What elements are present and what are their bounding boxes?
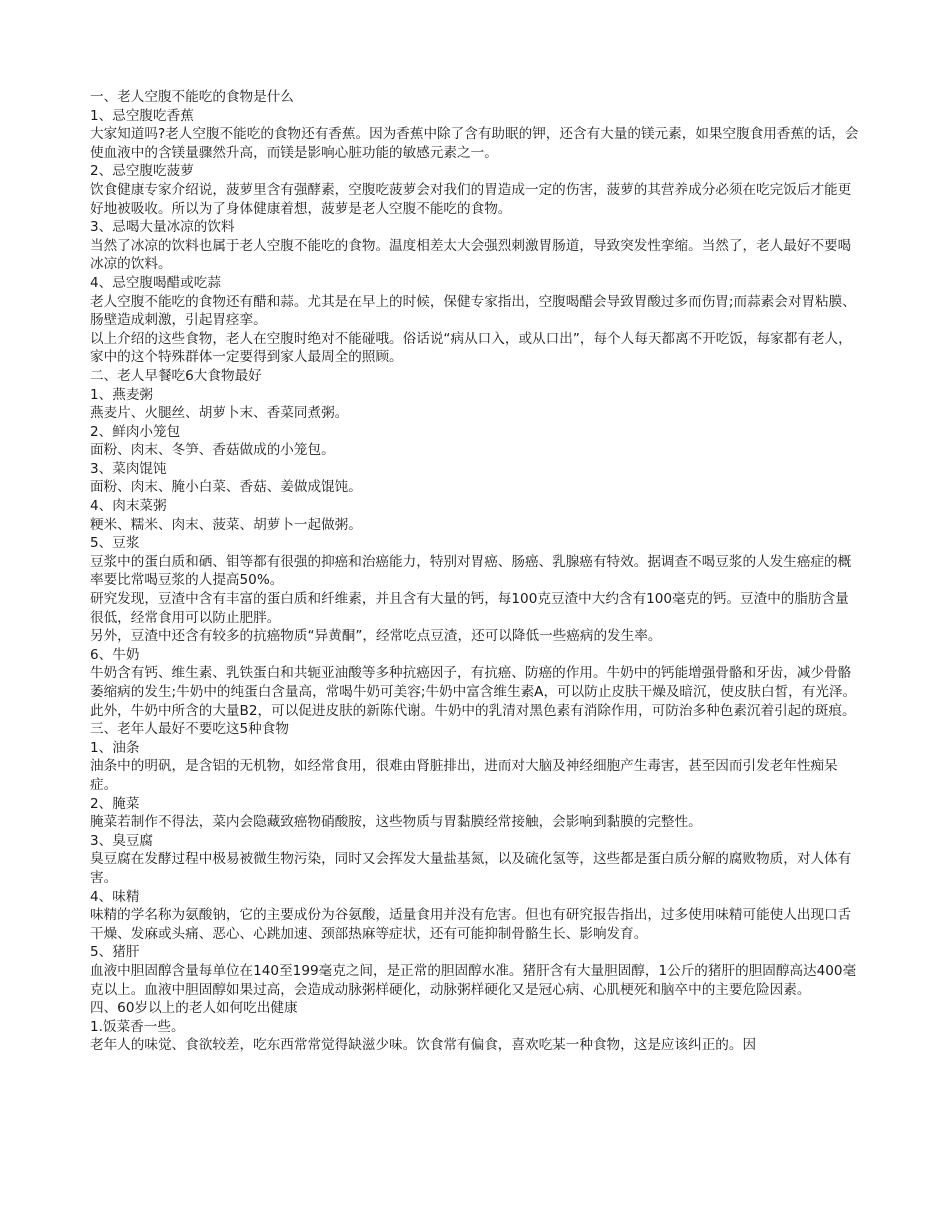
item-heading: 1、燕麦粥 — [90, 386, 154, 403]
item-heading: 3、忌喝大量冰凉的饮料 — [90, 219, 235, 236]
paragraph: 面粉、肉末、腌小白菜、香菇、姜做成馄饨。 — [90, 479, 362, 496]
paragraph: 油条中的明矾，是含铝的无机物，如经常食用，很难由肾脏排出，进而对大脑及神经细胞产生毒害，甚至因而引发老年性痴呆症。 — [90, 758, 838, 793]
paragraph: 另外，豆渣中还含有较多的抗癌物质“异黄酮”，经常吃点豆渣，还可以降低一些癌病的发生率。 — [90, 628, 662, 645]
paragraph: 臭豆腐在发酵过程中极易被微生物污染，同时又会挥发大量盐基氮，以及硫化氢等，这些都是蛋白质分解的腐败物质，对人体有害。 — [90, 851, 852, 886]
paragraph: 燕麦片、火腿丝、胡萝卜末、香菜同煮粥。 — [90, 405, 349, 422]
item-heading: 5、豆浆 — [90, 535, 140, 552]
item-heading: 2、忌空腹吃菠萝 — [90, 163, 194, 180]
paragraph: 豆浆中的蛋白质和硒、钼等都有很强的抑癌和治癌能力，特别对胃癌、肠癌、乳腺癌有特效。据调查不喝豆浆的人发生癌症的概率要比常喝豆浆的人提高50%。 — [90, 553, 852, 589]
paragraph: 腌菜若制作不得法，菜内会隐藏致癌物硝酸胺，这些物质与胃黏膜经常接触，会影响到黏膜的完整性。 — [90, 814, 702, 831]
paragraph: 血液中胆固醇含量每单位在140至199毫克之间，是正常的胆固醇水准。猪肝含有大量胆固醇，1公斤的猪肝的胆固醇高达400毫克以上。血液中胆固醇如果过高，会造成动脉粥样硬化，动脉粥样硬化又是冠心病、心肌梗死和脑卒中的主要危险因素。 — [90, 962, 857, 998]
paragraph: 老人空腹不能吃的食物还有醋和蒜。尤其是在早上的时候，保健专家指出，空腹喝醋会导致胃酸过多而伤胃;而蒜素会对胃粘膜、肠壁造成刺激，引起胃痉挛。 — [90, 293, 856, 329]
paragraph: 以上介绍的这些食物，老人在空腹时绝对不能碰哦。俗话说“病从口入，或从口出”，每个人每天都离不开吃饭，每家都有老人，家中的这个特殊群体一定要得到家人最周全的照顾。 — [90, 330, 852, 366]
paragraph: 大家知道吗?老人空腹不能吃的食物还有香蕉。因为香蕉中除了含有助眠的钾，还含有大量的镁元素，如果空腹食用香蕉的话，会使血液中的含镁量骤然升高，而镁是影响心脏功能的敏感元素之一。 — [90, 126, 859, 161]
section-heading: 一、老人空腹不能吃的食物是什么 — [90, 89, 294, 105]
paragraph: 面粉、肉末、冬笋、香菇做成的小笼包。 — [90, 442, 335, 459]
item-heading: 2、腌菜 — [90, 795, 140, 812]
item-heading: 2、鲜肉小笼包 — [90, 423, 181, 440]
document-body — [90, 88, 860, 1055]
section-heading: 二、老人早餐吃6大食物最好 — [90, 367, 262, 384]
item-heading: 5、猪肝 — [90, 944, 140, 961]
section-heading: 四、60岁以上的老人如何吃出健康 — [90, 1000, 298, 1017]
paragraph: 味精的学名称为氨酸钠，它的主要成份为谷氨酸，适量食用并没有危害。但也有研究报告指出，过多使用味精可能使人出现口舌干燥、发麻或头痛、恶心、心跳加速、颈部热麻等症状，还有可能抑制骨骼生长、影响发育。 — [90, 907, 852, 942]
paragraph: 饮食健康专家介绍说，菠萝里含有强酵素，空腹吃菠萝会对我们的胃造成一定的伤害，菠萝的其营养成分必须在吃完饭后才能更好地被吸收。所以为了身体健康着想，菠萝是老人空腹不能吃的食物。 — [90, 181, 852, 217]
item-heading: 4、味精 — [90, 888, 140, 905]
paragraph: 此外，牛奶中所含的大量B2，可以促进皮肤的新陈代谢。牛奶中的乳清对黑色素有消除作用，可防治多种色素沉着引起的斑痕。 — [90, 702, 856, 719]
paragraph: 研究发现，豆渣中含有丰富的蛋白质和纤维素，并且含有大量的钙，每100克豆渣中大约含有100毫克的钙。豆渣中的脂肪含量很低，经常食用可以防止肥胖。 — [90, 591, 849, 626]
paragraph: 老年人的味觉、食欲较差，吃东西常常觉得缺滋少味。饮食常有偏食，喜欢吃某一种食物，这是应该纠正的。因 — [90, 1037, 757, 1054]
item-heading: 1、油条 — [90, 739, 140, 756]
item-heading: 6、牛奶 — [90, 646, 140, 663]
paragraph: 当然了冰凉的饮料也属于老人空腹不能吃的食物。温度相差太大会强烈刺激胃肠道，导致突发性挛缩。当然了，老人最好不要喝冰凉的饮料。 — [90, 237, 852, 273]
item-heading: 4、忌空腹喝醋或吃蒜 — [90, 274, 221, 291]
paragraph: 粳米、糯米、肉末、菠菜、胡萝卜一起做粥。 — [90, 516, 362, 533]
paragraph: 牛奶含有钙、维生素、乳铁蛋白和共轭亚油酸等多种抗癌因子，有抗癌、防癌的作用。牛奶中的钙能增强骨骼和牙齿，减少骨骼萎缩病的发生;牛奶中的纯蛋白含量高，常喝牛奶可美容;牛奶中富含维生素A，可以防止皮肤干燥及暗沉，使皮肤白皙，有光泽。 — [90, 665, 857, 700]
item-heading: 4、肉末菜粥 — [90, 498, 167, 515]
item-heading: 3、臭豆腐 — [90, 832, 154, 849]
item-heading: 3、菜肉馄饨 — [90, 460, 167, 477]
item-heading: 1、忌空腹吃香蕉 — [90, 107, 194, 124]
item-heading: 1.饭菜香一些。 — [90, 1018, 185, 1035]
section-heading: 三、老年人最好不要吃这5种食物 — [90, 721, 289, 738]
